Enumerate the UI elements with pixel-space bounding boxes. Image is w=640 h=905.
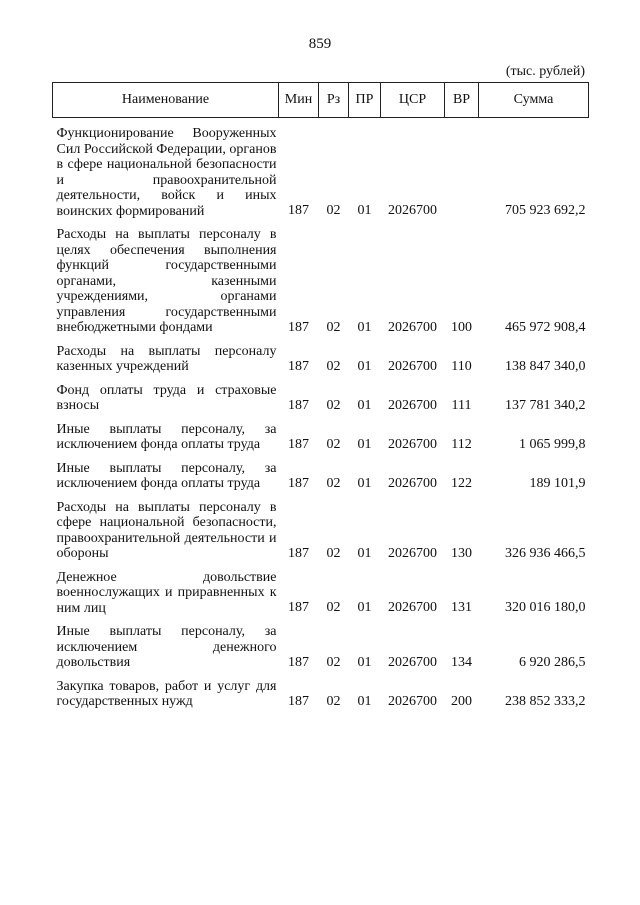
row-csr: 2026700 bbox=[388, 693, 437, 709]
table-row bbox=[53, 616, 589, 671]
row-min: 187 bbox=[288, 397, 309, 413]
row-csr: 2026700 bbox=[388, 397, 437, 413]
row-csr: 2026700 bbox=[388, 203, 437, 218]
row-csr: 2026700 bbox=[388, 475, 437, 491]
row-rz: 02 bbox=[326, 319, 341, 335]
table-row bbox=[53, 671, 589, 710]
row-csr: 2026700 bbox=[388, 436, 437, 452]
row-pr: 01 bbox=[357, 319, 372, 335]
table-row bbox=[53, 414, 589, 453]
row-min: 187 bbox=[288, 693, 309, 709]
row-sum: 465 972 908,4 bbox=[505, 319, 586, 335]
row-min: 187 bbox=[288, 475, 309, 491]
row-sum: 189 101,9 bbox=[529, 475, 586, 491]
row-name: Иные выплаты персоналу, за исключением фонда оплаты труда bbox=[56, 460, 277, 491]
row-vr: 200 bbox=[451, 693, 472, 709]
row-vr: 122 bbox=[451, 475, 472, 491]
row-sum: 6 920 286,5 bbox=[519, 654, 586, 670]
header-vr: ВР bbox=[445, 83, 479, 118]
table-row bbox=[53, 336, 589, 375]
row-rz: 02 bbox=[326, 358, 341, 374]
row-rz: 02 bbox=[326, 203, 341, 218]
row-name: Иные выплаты персоналу, за исключением денежного довольствия bbox=[56, 624, 277, 670]
row-sum: 238 852 333,2 bbox=[505, 693, 586, 709]
row-vr: 112 bbox=[451, 436, 472, 452]
row-pr: 01 bbox=[357, 397, 372, 413]
row-sum: 326 936 466,5 bbox=[505, 545, 586, 561]
header-name: Наименование bbox=[53, 83, 279, 118]
table-row bbox=[53, 118, 589, 220]
row-min: 187 bbox=[288, 319, 309, 335]
row-pr: 01 bbox=[357, 436, 372, 452]
row-csr: 2026700 bbox=[388, 545, 437, 561]
row-rz: 02 bbox=[326, 600, 341, 615]
row-vr: 131 bbox=[451, 600, 472, 615]
row-rz: 02 bbox=[326, 397, 341, 413]
row-vr: 100 bbox=[451, 319, 472, 335]
table-row bbox=[53, 562, 589, 617]
row-pr: 01 bbox=[357, 600, 372, 615]
row-pr: 01 bbox=[357, 358, 372, 374]
table-row bbox=[53, 492, 589, 562]
row-min: 187 bbox=[288, 600, 309, 615]
row-min: 187 bbox=[288, 545, 309, 561]
row-csr: 2026700 bbox=[388, 358, 437, 374]
row-vr: 134 bbox=[451, 654, 472, 670]
row-min: 187 bbox=[288, 203, 309, 218]
header-sum: Сумма bbox=[479, 83, 589, 118]
header-rz: Рз bbox=[319, 83, 349, 118]
row-csr: 2026700 bbox=[388, 600, 437, 615]
row-sum: 1 065 999,8 bbox=[519, 436, 586, 452]
row-name: Расходы на выплаты персоналу казенных учреждений bbox=[56, 343, 277, 374]
row-csr: 2026700 bbox=[388, 654, 437, 670]
row-vr: 110 bbox=[451, 358, 472, 374]
table-header-row bbox=[53, 83, 589, 118]
row-sum: 705 923 692,2 bbox=[505, 203, 586, 218]
row-rz: 02 bbox=[326, 436, 341, 452]
row-pr: 01 bbox=[357, 693, 372, 709]
row-name: Фонд оплаты труда и страховые взносы bbox=[56, 382, 277, 413]
row-sum: 138 847 340,0 bbox=[505, 358, 586, 374]
page-number: 859 bbox=[308, 36, 332, 52]
unit-note: (тыс. рублей) bbox=[505, 64, 585, 79]
row-sum: 320 016 180,0 bbox=[505, 600, 586, 615]
row-vr: 111 bbox=[451, 397, 472, 413]
row-name: Расходы на выплаты персоналу в сфере национальной безопасности, правоохранительной деятельности и обороны bbox=[56, 499, 277, 561]
row-name: Денежное довольствие военнослужащих и приравненных к ним лиц bbox=[56, 569, 277, 616]
row-name: Функционирование Вооруженных Сил Российской Федерации, органов в сфере национальной безопасности и правоохранительной деятельности, войск и иных воинских формирований bbox=[56, 126, 277, 219]
header-csr: ЦСР bbox=[381, 83, 445, 118]
row-name: Закупка товаров, работ и услуг для государственных нужд bbox=[56, 678, 277, 709]
row-name: Расходы на выплаты персоналу в целях обеспечения выполнения функций государственными органами, казенными учреждениями, органами управления государственными внебюджетными фондами bbox=[56, 227, 277, 335]
table-row bbox=[53, 453, 589, 492]
row-name: Иные выплаты персоналу, за исключением фонда оплаты труда bbox=[56, 421, 277, 452]
row-rz: 02 bbox=[326, 545, 341, 561]
row-pr: 01 bbox=[357, 475, 372, 491]
row-rz: 02 bbox=[326, 475, 341, 491]
row-pr: 01 bbox=[357, 203, 372, 218]
table-row bbox=[53, 219, 589, 336]
row-rz: 02 bbox=[326, 654, 341, 670]
row-sum: 137 781 340,2 bbox=[505, 397, 586, 413]
row-min: 187 bbox=[288, 436, 309, 452]
row-min: 187 bbox=[288, 654, 309, 670]
budget-table bbox=[52, 82, 589, 710]
row-vr: 130 bbox=[451, 545, 472, 561]
header-pr: ПР bbox=[349, 83, 381, 118]
row-rz: 02 bbox=[326, 693, 341, 709]
row-vr bbox=[445, 118, 479, 220]
header-min: Мин bbox=[279, 83, 319, 118]
row-pr: 01 bbox=[357, 654, 372, 670]
row-csr: 2026700 bbox=[388, 319, 437, 335]
table-row bbox=[53, 375, 589, 414]
row-pr: 01 bbox=[357, 545, 372, 561]
row-min: 187 bbox=[288, 358, 309, 374]
